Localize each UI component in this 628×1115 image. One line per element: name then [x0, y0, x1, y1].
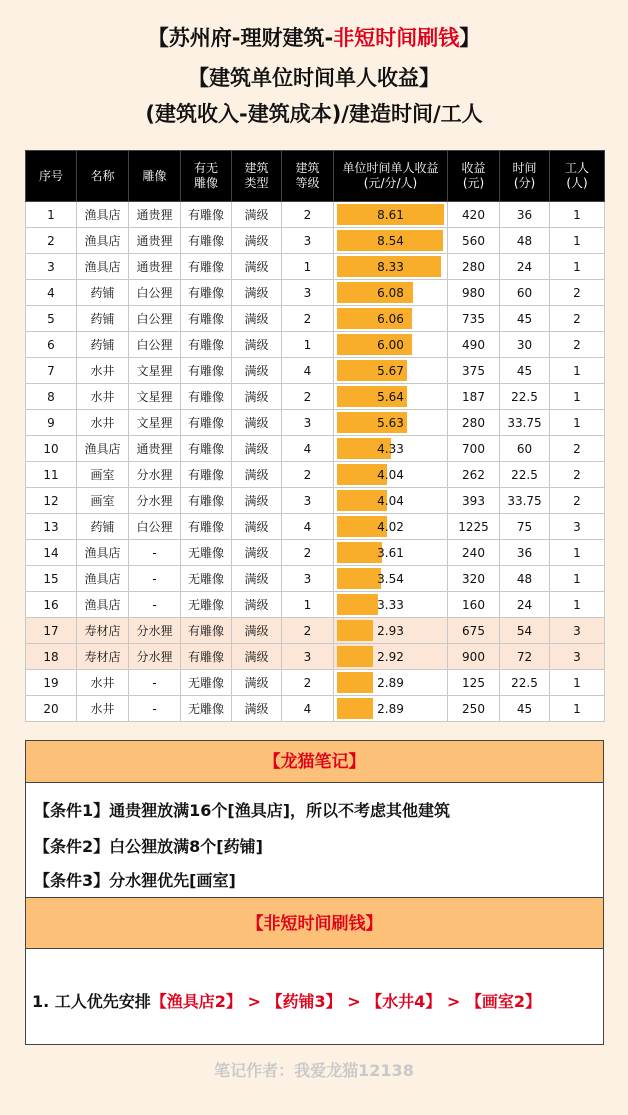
cell-workers: 3 [550, 618, 605, 644]
cell-name: 寿材店 [77, 644, 129, 670]
cell-workers: 1 [550, 410, 605, 436]
cell-name: 渔具店 [77, 540, 129, 566]
unit-income-value: 5.63 [377, 415, 404, 430]
cell-level: 3 [282, 410, 334, 436]
cell-time: 60 [500, 280, 550, 306]
title-prefix: 【苏州府-理财建筑- [147, 26, 334, 50]
priority-prefix: 1. 工人优先安排 [32, 992, 151, 1011]
table-header-row [26, 151, 605, 202]
cell-type: 满级 [232, 306, 282, 332]
cell-workers: 1 [550, 670, 605, 696]
cell-unit-income [334, 332, 448, 358]
cell-type: 满级 [232, 592, 282, 618]
cell-statue: 通贵狸 [129, 228, 181, 254]
title-suffix: 】 [459, 26, 481, 50]
unit-income-value: 4.02 [377, 519, 404, 534]
table-row [26, 254, 605, 280]
unit-income-value: 3.54 [377, 571, 404, 586]
cell-time: 33.75 [500, 410, 550, 436]
cell-income: 375 [448, 358, 500, 384]
cell-no: 19 [26, 670, 77, 696]
cell-income: 262 [448, 462, 500, 488]
header-col-no: 序号 [26, 151, 77, 202]
cell-type: 满级 [232, 202, 282, 228]
cell-unit-income [334, 254, 448, 280]
cell-no: 18 [26, 644, 77, 670]
cell-income: 980 [448, 280, 500, 306]
cell-statue: - [129, 670, 181, 696]
table-row [26, 436, 605, 462]
cell-workers: 1 [550, 358, 605, 384]
worker-priority [32, 989, 541, 1012]
cell-income: 560 [448, 228, 500, 254]
cell-statue: 文星狸 [129, 358, 181, 384]
cell-workers: 1 [550, 228, 605, 254]
title-highlight: 非短时间刷钱 [333, 26, 460, 50]
cell-type: 满级 [232, 514, 282, 540]
cell-workers: 2 [550, 436, 605, 462]
cell-no: 17 [26, 618, 77, 644]
cell-unit-income [334, 280, 448, 306]
cell-no: 1 [26, 202, 77, 228]
cell-has-statue: 无雕像 [181, 566, 232, 592]
cell-time: 24 [500, 254, 550, 280]
cell-statue: 白公狸 [129, 332, 181, 358]
cell-time: 22.5 [500, 384, 550, 410]
cell-unit-income [334, 202, 448, 228]
cell-has-statue: 有雕像 [181, 644, 232, 670]
cell-has-statue: 无雕像 [181, 670, 232, 696]
cell-time: 45 [500, 306, 550, 332]
header-col-statue: 雕像 [129, 151, 181, 202]
cell-time: 30 [500, 332, 550, 358]
cell-has-statue: 有雕像 [181, 358, 232, 384]
cell-name: 药铺 [77, 332, 129, 358]
cell-statue: 分水狸 [129, 488, 181, 514]
cell-statue: 白公狸 [129, 306, 181, 332]
cell-level: 2 [282, 306, 334, 332]
income-table [25, 150, 605, 722]
cell-has-statue: 无雕像 [181, 696, 232, 722]
cell-no: 14 [26, 540, 77, 566]
income-bar [337, 620, 373, 641]
cell-level: 4 [282, 358, 334, 384]
priority-separator: > [241, 992, 267, 1011]
cell-no: 20 [26, 696, 77, 722]
table-row [26, 202, 605, 228]
header-col-unit-income: 单位时间单人收益 (元/分/人) [334, 151, 448, 202]
cell-level: 3 [282, 644, 334, 670]
cell-level: 2 [282, 670, 334, 696]
cell-has-statue: 有雕像 [181, 462, 232, 488]
cell-time: 45 [500, 358, 550, 384]
table-row [26, 540, 605, 566]
cell-level: 2 [282, 462, 334, 488]
priority-separator: > [441, 992, 466, 1011]
priority-item: 【渔具店2】 [150, 992, 242, 1011]
header-col-type: 建筑 类型 [232, 151, 282, 202]
cell-income: 393 [448, 488, 500, 514]
table-row [26, 514, 605, 540]
cell-time: 45 [500, 696, 550, 722]
cell-unit-income [334, 306, 448, 332]
cell-no: 13 [26, 514, 77, 540]
cell-income: 250 [448, 696, 500, 722]
income-bar [337, 542, 382, 563]
cell-type: 满级 [232, 358, 282, 384]
cell-no: 4 [26, 280, 77, 306]
unit-income-value: 2.89 [377, 701, 404, 716]
cell-workers: 1 [550, 696, 605, 722]
cell-unit-income [334, 358, 448, 384]
page-title [0, 22, 628, 52]
cell-has-statue: 有雕像 [181, 488, 232, 514]
cell-level: 2 [282, 540, 334, 566]
cell-time: 60 [500, 436, 550, 462]
unit-income-value: 6.08 [377, 285, 404, 300]
cell-level: 2 [282, 202, 334, 228]
cell-has-statue: 有雕像 [181, 202, 232, 228]
table-row [26, 410, 605, 436]
unit-income-value: 4.04 [377, 467, 404, 482]
cell-statue: 白公狸 [129, 280, 181, 306]
cell-unit-income [334, 670, 448, 696]
cell-type: 满级 [232, 644, 282, 670]
cell-has-statue: 无雕像 [181, 540, 232, 566]
income-bar [337, 594, 378, 615]
priority-item: 【画室2】 [465, 992, 541, 1011]
strategy-heading: 【非短时间刷钱】 [26, 897, 603, 949]
unit-income-value: 8.54 [377, 233, 404, 248]
cell-name: 渔具店 [77, 592, 129, 618]
cell-time: 48 [500, 566, 550, 592]
table-row [26, 358, 605, 384]
cell-income: 280 [448, 254, 500, 280]
cell-time: 75 [500, 514, 550, 540]
cell-type: 满级 [232, 488, 282, 514]
cell-statue: 分水狸 [129, 644, 181, 670]
cell-has-statue: 有雕像 [181, 280, 232, 306]
cell-level: 1 [282, 332, 334, 358]
cell-type: 满级 [232, 618, 282, 644]
cell-name: 画室 [77, 462, 129, 488]
cell-name: 渔具店 [77, 566, 129, 592]
cell-time: 54 [500, 618, 550, 644]
cell-unit-income [334, 514, 448, 540]
condition-2: 【条件2】白公狸放满8个[药铺] [34, 837, 263, 856]
cell-type: 满级 [232, 254, 282, 280]
priority-item: 【药铺3】 [266, 992, 342, 1011]
cell-workers: 1 [550, 384, 605, 410]
cell-workers: 3 [550, 514, 605, 540]
cell-statue: - [129, 566, 181, 592]
cell-time: 24 [500, 592, 550, 618]
cell-workers: 2 [550, 462, 605, 488]
unit-income-value: 5.67 [377, 363, 404, 378]
cell-no: 10 [26, 436, 77, 462]
unit-income-value: 6.06 [377, 311, 404, 326]
table-row [26, 462, 605, 488]
cell-workers: 3 [550, 644, 605, 670]
page-subtitle: 【建筑单位时间单人收益】 [188, 66, 440, 90]
cell-level: 3 [282, 228, 334, 254]
cell-workers: 2 [550, 306, 605, 332]
cell-workers: 1 [550, 566, 605, 592]
cell-name: 渔具店 [77, 228, 129, 254]
cell-no: 15 [26, 566, 77, 592]
cell-unit-income [334, 696, 448, 722]
cell-level: 2 [282, 618, 334, 644]
table-row [26, 644, 605, 670]
cell-no: 5 [26, 306, 77, 332]
cell-has-statue: 有雕像 [181, 514, 232, 540]
cell-type: 满级 [232, 462, 282, 488]
condition-3: 【条件3】分水狸优先[画室] [34, 871, 236, 890]
unit-income-value: 2.89 [377, 675, 404, 690]
cell-level: 4 [282, 514, 334, 540]
cell-name: 药铺 [77, 280, 129, 306]
header-col-income: 收益 (元) [448, 151, 500, 202]
cell-time: 36 [500, 540, 550, 566]
unit-income-value: 8.61 [377, 207, 404, 222]
cell-name: 水井 [77, 384, 129, 410]
cell-unit-income [334, 540, 448, 566]
cell-no: 9 [26, 410, 77, 436]
cell-name: 渔具店 [77, 254, 129, 280]
cell-no: 16 [26, 592, 77, 618]
cell-no: 8 [26, 384, 77, 410]
priority-item: 【水井4】 [366, 992, 442, 1011]
cell-income: 320 [448, 566, 500, 592]
cell-name: 药铺 [77, 306, 129, 332]
cell-income: 125 [448, 670, 500, 696]
condition-1: 【条件1】通贵狸放满16个[渔具店]，所以不考虑其他建筑 [34, 801, 451, 820]
table-row [26, 618, 605, 644]
cell-workers: 2 [550, 488, 605, 514]
cell-unit-income [334, 644, 448, 670]
cell-level: 1 [282, 254, 334, 280]
cell-has-statue: 有雕像 [181, 384, 232, 410]
cell-statue: 文星狸 [129, 410, 181, 436]
cell-no: 7 [26, 358, 77, 384]
unit-income-value: 3.33 [377, 597, 404, 612]
cell-no: 6 [26, 332, 77, 358]
table-row [26, 566, 605, 592]
table-row [26, 306, 605, 332]
notes-panel [25, 740, 604, 1045]
cell-has-statue: 有雕像 [181, 228, 232, 254]
cell-level: 4 [282, 696, 334, 722]
header-col-time: 时间 (分) [500, 151, 550, 202]
header-col-workers: 工人 (人) [550, 151, 605, 202]
income-bar [337, 698, 373, 719]
cell-has-statue: 有雕像 [181, 410, 232, 436]
cell-workers: 1 [550, 592, 605, 618]
cell-income: 675 [448, 618, 500, 644]
cell-no: 3 [26, 254, 77, 280]
header-col-name: 名称 [77, 151, 129, 202]
table-row [26, 280, 605, 306]
cell-income: 240 [448, 540, 500, 566]
cell-name: 水井 [77, 670, 129, 696]
cell-workers: 1 [550, 540, 605, 566]
cell-income: 900 [448, 644, 500, 670]
cell-workers: 1 [550, 202, 605, 228]
cell-income: 420 [448, 202, 500, 228]
author-footer: 笔记作者：我爱龙猫12138 [214, 1061, 414, 1080]
table-row [26, 592, 605, 618]
cell-level: 3 [282, 566, 334, 592]
cell-has-statue: 有雕像 [181, 436, 232, 462]
priority-separator: > [341, 992, 367, 1011]
cell-unit-income [334, 384, 448, 410]
cell-type: 满级 [232, 670, 282, 696]
cell-has-statue: 有雕像 [181, 254, 232, 280]
cell-income: 187 [448, 384, 500, 410]
cell-name: 药铺 [77, 514, 129, 540]
cell-income: 490 [448, 332, 500, 358]
income-bar [337, 672, 373, 693]
cell-statue: 通贵狸 [129, 202, 181, 228]
cell-unit-income [334, 488, 448, 514]
cell-level: 3 [282, 280, 334, 306]
cell-time: 36 [500, 202, 550, 228]
cell-type: 满级 [232, 280, 282, 306]
cell-name: 渔具店 [77, 202, 129, 228]
cell-income: 700 [448, 436, 500, 462]
cell-level: 1 [282, 592, 334, 618]
header-col-level: 建筑 等级 [282, 151, 334, 202]
unit-income-value: 5.64 [377, 389, 404, 404]
header-col-has-statue: 有无 雕像 [181, 151, 232, 202]
cell-type: 满级 [232, 332, 282, 358]
cell-statue: 分水狸 [129, 618, 181, 644]
income-bar [337, 646, 373, 667]
income-bar [337, 568, 381, 589]
cell-type: 满级 [232, 696, 282, 722]
cell-type: 满级 [232, 228, 282, 254]
cell-income: 160 [448, 592, 500, 618]
unit-income-value: 2.93 [377, 623, 404, 638]
table-body [26, 202, 605, 722]
cell-name: 画室 [77, 488, 129, 514]
table-row [26, 332, 605, 358]
cell-unit-income [334, 462, 448, 488]
cell-income: 280 [448, 410, 500, 436]
unit-income-value: 3.61 [377, 545, 404, 560]
cell-type: 满级 [232, 540, 282, 566]
table-row [26, 696, 605, 722]
cell-time: 72 [500, 644, 550, 670]
unit-income-value: 2.92 [377, 649, 404, 664]
cell-income: 1225 [448, 514, 500, 540]
table-row [26, 488, 605, 514]
cell-unit-income [334, 436, 448, 462]
cell-has-statue: 有雕像 [181, 306, 232, 332]
cell-statue: 通贵狸 [129, 436, 181, 462]
cell-time: 48 [500, 228, 550, 254]
table-row [26, 670, 605, 696]
cell-unit-income [334, 618, 448, 644]
unit-income-value: 8.33 [377, 259, 404, 274]
cell-name: 水井 [77, 410, 129, 436]
cell-workers: 2 [550, 332, 605, 358]
cell-statue: 通贵狸 [129, 254, 181, 280]
cell-workers: 2 [550, 280, 605, 306]
cell-statue: - [129, 696, 181, 722]
table-row [26, 228, 605, 254]
cell-name: 渔具店 [77, 436, 129, 462]
cell-has-statue: 有雕像 [181, 332, 232, 358]
table-row [26, 384, 605, 410]
unit-income-value: 6.00 [377, 337, 404, 352]
cell-unit-income [334, 228, 448, 254]
cell-no: 2 [26, 228, 77, 254]
notes-heading: 【龙猫笔记】 [26, 741, 603, 783]
cell-unit-income [334, 592, 448, 618]
cell-type: 满级 [232, 384, 282, 410]
cell-statue: - [129, 592, 181, 618]
cell-statue: 分水狸 [129, 462, 181, 488]
cell-no: 11 [26, 462, 77, 488]
cell-type: 满级 [232, 436, 282, 462]
cell-time: 22.5 [500, 462, 550, 488]
cell-level: 3 [282, 488, 334, 514]
cell-level: 2 [282, 384, 334, 410]
cell-time: 33.75 [500, 488, 550, 514]
cell-no: 12 [26, 488, 77, 514]
cell-name: 水井 [77, 358, 129, 384]
cell-time: 22.5 [500, 670, 550, 696]
cell-type: 满级 [232, 410, 282, 436]
cell-has-statue: 无雕像 [181, 592, 232, 618]
unit-income-value: 4.04 [377, 493, 404, 508]
cell-unit-income [334, 566, 448, 592]
formula-caption: (建筑收入-建筑成本)/建造时间/工人 [145, 102, 483, 126]
unit-income-value: 4.33 [377, 441, 404, 456]
cell-name: 水井 [77, 696, 129, 722]
cell-workers: 1 [550, 254, 605, 280]
cell-income: 735 [448, 306, 500, 332]
cell-unit-income [334, 410, 448, 436]
cell-statue: - [129, 540, 181, 566]
cell-has-statue: 有雕像 [181, 618, 232, 644]
cell-name: 寿材店 [77, 618, 129, 644]
cell-statue: 文星狸 [129, 384, 181, 410]
cell-statue: 白公狸 [129, 514, 181, 540]
cell-type: 满级 [232, 566, 282, 592]
cell-level: 4 [282, 436, 334, 462]
